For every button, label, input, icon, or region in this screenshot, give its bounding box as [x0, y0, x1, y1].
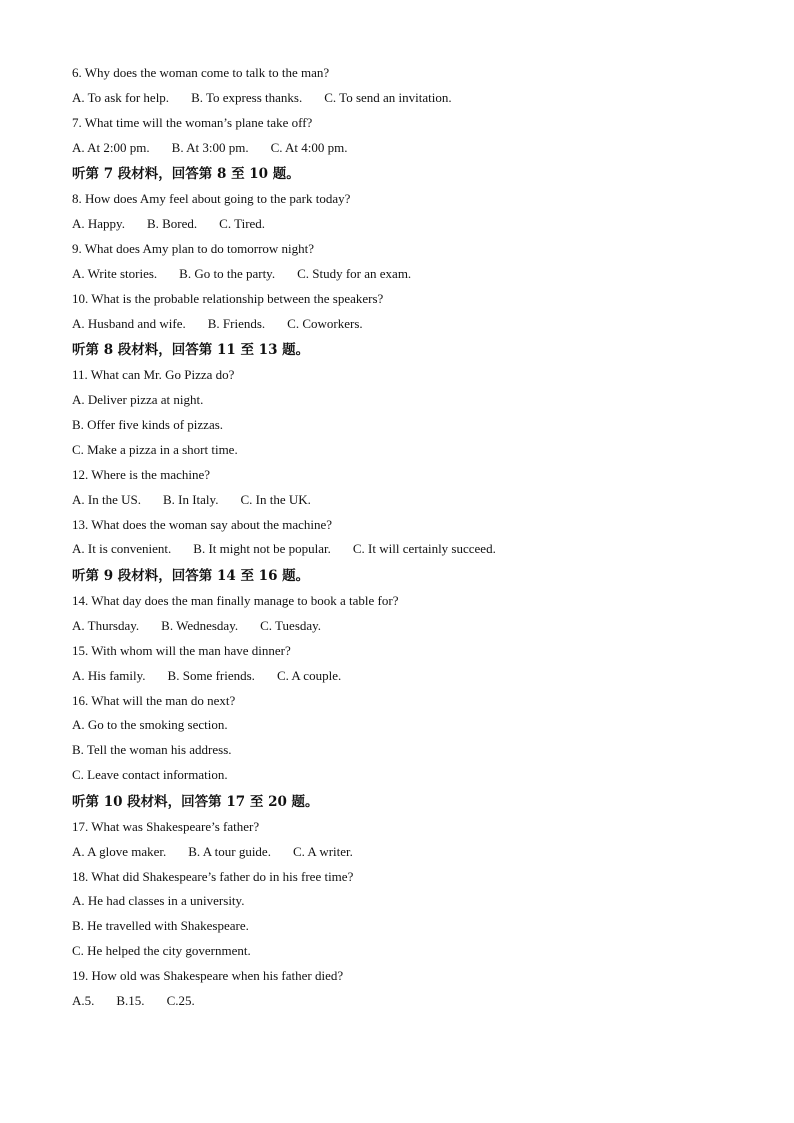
options-row	[72, 765, 752, 790]
options-row	[72, 891, 752, 916]
question-stem: 9. What does Amy plan to do tomorrow night?	[72, 241, 315, 257]
answer-option: A. Write stories.	[72, 265, 158, 281]
question-stem: 12. Where is the machine?	[72, 466, 211, 482]
section-heading: 听第 7 段材料，回答第 8 至 10 题。	[72, 166, 300, 183]
answer-option: C. A writer.	[292, 843, 353, 859]
options-row	[72, 842, 752, 867]
answer-option: C. Leave contact information.	[72, 767, 228, 783]
answer-option: B.15.	[116, 992, 145, 1008]
question-stem: 16. What will the man do next?	[72, 692, 236, 708]
options-row	[72, 916, 752, 941]
options-row	[72, 390, 752, 415]
answer-option: C. A couple.	[276, 667, 342, 683]
answer-option: A. Deliver pizza at night.	[72, 392, 204, 408]
answer-option: A. To ask for help.	[72, 89, 170, 105]
answer-option: C. Make a pizza in a short time.	[72, 441, 238, 457]
answer-option: A. At 2:00 pm.	[72, 139, 150, 155]
answer-option: C. Tuesday.	[260, 618, 322, 634]
options-row	[72, 539, 752, 564]
options-row	[72, 314, 752, 339]
answer-option: B. Tell the woman his address.	[72, 742, 232, 758]
question-stem: 6. Why does the woman come to talk to the man?	[72, 65, 330, 80]
answer-option: A. In the US.	[72, 491, 141, 507]
question-stem: 8. How does Amy feel about going to the park today?	[72, 191, 351, 207]
question-stem: 14. What day does the man finally manage to book a table for?	[72, 593, 399, 609]
question-stem: 11. What can Mr. Go Pizza do?	[72, 367, 235, 383]
answer-option: C. Study for an exam.	[297, 265, 412, 281]
question-stem: 17. What was Shakespeare’s father?	[72, 818, 260, 834]
answer-option: B. In Italy.	[162, 491, 219, 507]
answer-option: C. Tired.	[219, 216, 266, 232]
answer-option: B. Go to the party.	[179, 265, 276, 281]
answer-option: B. Some friends.	[167, 667, 255, 683]
answer-option: A. A glove maker.	[72, 843, 167, 859]
question-stem: 13. What does the woman say about the machine?	[72, 516, 333, 532]
options-row	[72, 214, 752, 239]
question-stem: 10. What is the probable relationship between the speakers?	[72, 290, 384, 306]
answer-option: B. Offer five kinds of pizzas.	[72, 417, 224, 433]
answer-option: B. A tour guide.	[188, 843, 271, 859]
answer-option: B. To express thanks.	[191, 89, 303, 105]
answer-option: C. He helped the city government.	[72, 943, 251, 959]
answer-option: C. It will certainly succeed.	[352, 541, 496, 557]
answer-option: B. Friends.	[207, 315, 266, 331]
answer-option: B. It might not be popular.	[193, 541, 331, 557]
answer-option: A. He had classes in a university.	[72, 893, 245, 909]
answer-option: B. At 3:00 pm.	[171, 139, 249, 155]
section-heading: 听第 9 段材料，回答第 14 至 16 题。	[72, 568, 310, 585]
options-row	[72, 941, 752, 966]
answer-option: B. Bored.	[146, 216, 198, 232]
answer-option: A.5.	[72, 992, 95, 1008]
answer-option: C.25.	[166, 992, 195, 1008]
section-heading: 听第 8 段材料，回答第 11 至 13 题。	[72, 342, 310, 359]
answer-option: B. He travelled with Shakespeare.	[72, 918, 249, 934]
options-row	[72, 138, 752, 163]
options-row	[72, 991, 752, 1016]
options-row	[72, 715, 752, 740]
options-row	[72, 740, 752, 765]
answer-option: A. Thursday.	[72, 618, 140, 634]
answer-option: A. His family.	[72, 667, 146, 683]
section-heading: 听第 10 段材料，回答第 17 至 20 题。	[72, 793, 319, 810]
answer-option: A. Husband and wife.	[72, 315, 186, 331]
answer-option: A. It is convenient.	[72, 541, 172, 557]
options-row	[72, 666, 752, 691]
question-stem: 15. With whom will the man have dinner?	[72, 642, 291, 658]
options-row	[72, 88, 752, 113]
options-row	[72, 616, 752, 641]
answer-option: C. To send an invitation.	[324, 89, 452, 105]
answer-option: C. In the UK.	[240, 491, 311, 507]
exam-page	[72, 63, 752, 1016]
question-stem: 19. How old was Shakespeare when his father died?	[72, 968, 344, 983]
answer-option: C. At 4:00 pm.	[270, 139, 348, 155]
answer-option: A. Go to the smoking section.	[72, 717, 228, 733]
options-row	[72, 490, 752, 515]
answer-option: C. Coworkers.	[287, 315, 363, 331]
question-stem: 7. What time will the woman’s plane take off?	[72, 114, 313, 130]
answer-option: A. Happy.	[72, 216, 125, 232]
options-row	[72, 264, 752, 289]
options-row	[72, 440, 752, 465]
answer-option: B. Wednesday.	[161, 618, 239, 634]
question-stem: 18. What did Shakespeare’s father do in his free time?	[72, 868, 354, 884]
options-row	[72, 415, 752, 440]
